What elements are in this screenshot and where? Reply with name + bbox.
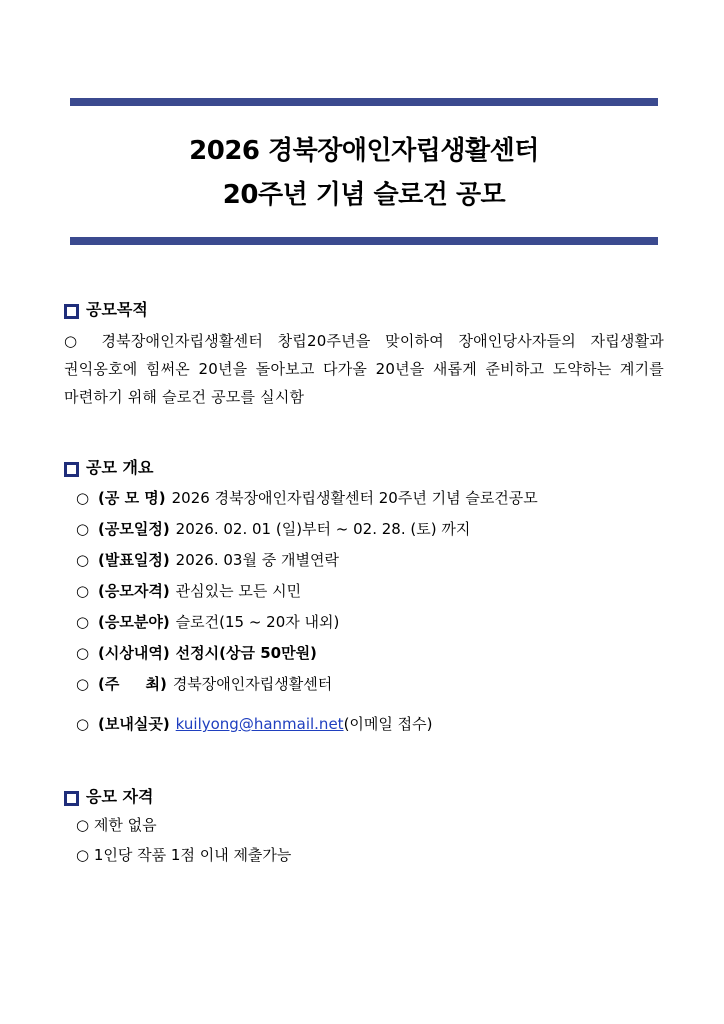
- email-link[interactable]: kuilyong@hanmail.net: [175, 715, 344, 733]
- item-value: 2026. 02. 01 (일)부터 ~ 02. 28. (토) 까지: [175, 520, 471, 538]
- item-label: (발표일정): [98, 551, 170, 569]
- circle-bullet: ○: [76, 644, 90, 662]
- circle-bullet: ○: [76, 582, 90, 600]
- item-label: (공 모 명): [98, 489, 166, 507]
- eligibility-item-text: ○ 제한 없음: [76, 816, 157, 834]
- overview-section: [64, 455, 664, 742]
- eligibility-section: [64, 784, 664, 872]
- eligibility-heading-text: 응모 자격: [86, 787, 154, 806]
- circle-bullet: ○: [76, 551, 90, 569]
- purpose-heading-text: 공모목적: [86, 300, 148, 319]
- item-value: 슬로건(15 ~ 20자 내외): [175, 613, 340, 631]
- eligibility-heading: [64, 784, 664, 810]
- overview-item-schedule: [64, 516, 664, 547]
- eligibility-item: [64, 812, 664, 842]
- item-value: 선정시(상금 50만원): [175, 644, 317, 662]
- purpose-section: [64, 297, 664, 411]
- item-value: 2026. 03월 중 개별연락: [175, 551, 339, 569]
- section-square-icon: [64, 791, 79, 806]
- item-label: (시상내역): [98, 644, 170, 662]
- overview-item-submit: [64, 711, 664, 742]
- item-label: (주 최): [98, 675, 167, 693]
- item-suffix: (이메일 접수): [343, 715, 433, 733]
- purpose-paragraph: ○ 경북장애인자립생활센터 창립20주년을 맞이하여 장애인당사자들의 자립생활과 권익옹호에 힘써온 20년을 돌아보고 다가올 20년을 새롭게 준비하고 도약하는 계기를 마련하기 위해 슬로건 공모를 실시함: [64, 332, 664, 406]
- overview-item-field: [64, 609, 664, 640]
- page-title-line-2: 20주년 기념 슬로건 공모: [222, 180, 506, 210]
- bottom-divider: [70, 237, 658, 245]
- overview-item-name: [64, 485, 664, 516]
- circle-bullet: ○: [76, 520, 90, 538]
- overview-item-eligibility: [64, 578, 664, 609]
- overview-item-host: [64, 671, 664, 702]
- circle-bullet: ○: [76, 715, 90, 733]
- eligibility-item: [64, 842, 664, 872]
- circle-bullet: ○: [76, 675, 90, 693]
- circle-bullet: ○: [76, 489, 90, 507]
- circle-bullet: ○: [76, 613, 90, 631]
- overview-heading-text: 공모 개요: [86, 458, 154, 477]
- item-label: (보내실곳): [98, 715, 170, 733]
- item-label: (응모자격): [98, 582, 170, 600]
- purpose-heading: [64, 297, 664, 323]
- item-label: (응모분야): [98, 613, 170, 631]
- section-square-icon: [64, 462, 79, 477]
- item-value: 관심있는 모든 시민: [175, 582, 302, 600]
- overview-item-announcement: [64, 547, 664, 578]
- item-value: 경북장애인자립생활센터: [172, 675, 333, 693]
- section-square-icon: [64, 304, 79, 319]
- eligibility-item-text: ○ 1인당 작품 1점 이내 제출가능: [76, 846, 292, 864]
- item-value: 2026 경북장애인자립생활센터 20주년 기념 슬로건공모: [171, 489, 538, 507]
- page-title-line-1: 2026 경북장애인자립생활센터: [189, 136, 539, 166]
- overview-item-prize: [64, 640, 664, 671]
- top-divider: [70, 98, 658, 106]
- overview-heading: [64, 455, 664, 481]
- item-label: (공모일정): [98, 520, 170, 538]
